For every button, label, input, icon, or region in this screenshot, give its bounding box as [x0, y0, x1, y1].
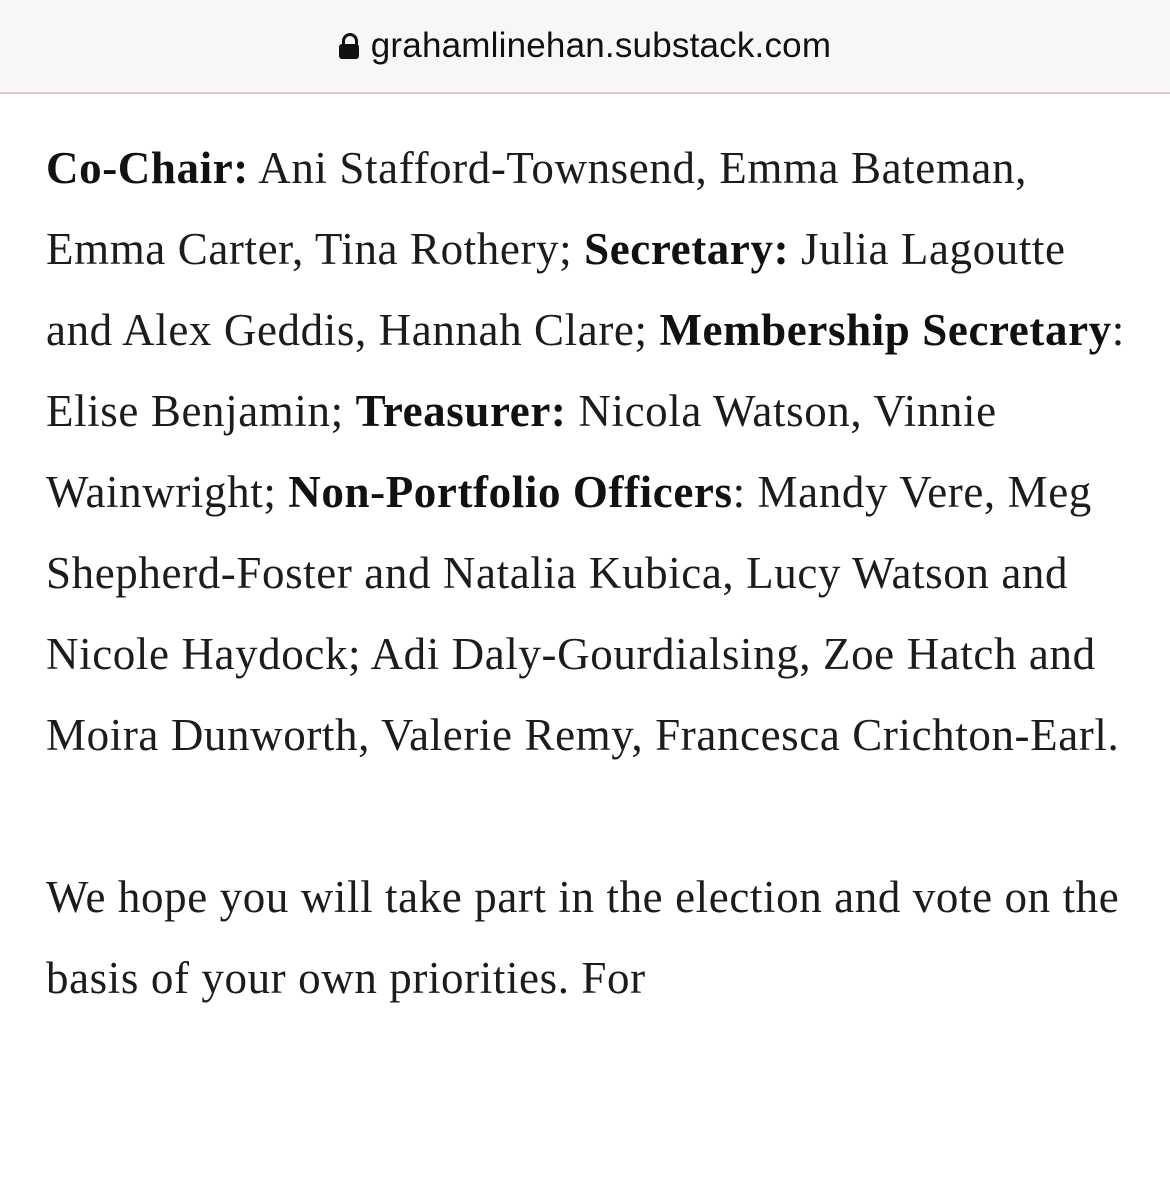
lock-icon — [339, 33, 359, 59]
officers-paragraph — [46, 128, 1136, 776]
names-secretary: Julia Lagoutte and Alex Geddis, Hannah Clare; — [46, 224, 1066, 355]
url-display[interactable] — [339, 26, 831, 66]
election-paragraph: We hope you will take part in the election and vote on the basis of your own priorities. For — [46, 872, 1120, 1003]
role-co-chair: Co-Chair: — [46, 143, 249, 193]
names-treasurer: Nicola Watson, Vinnie Wainwright; — [46, 386, 997, 517]
url-text: grahamlinehan.substack.com — [370, 26, 832, 65]
names-non-portfolio-officers: : Mandy Vere, Meg Shepherd-Foster and Natalia Kubica, Lucy Watson and Nicole Haydock; Adi Daly-Gourdialsing, Zoe Hatch and Moira Dunworth, Valerie Remy, Francesca Crichton-Earl. — [46, 467, 1120, 760]
role-non-portfolio-officers: Non-Portfolio Officers — [288, 467, 733, 517]
address-bar[interactable] — [0, 0, 1170, 94]
names-co-chair: Ani Stafford-Townsend, Emma Bateman, Emma Carter, Tina Rothery; — [46, 143, 1027, 274]
role-treasurer: Treasurer: — [355, 386, 567, 436]
role-secretary: Secretary: — [584, 224, 790, 274]
names-membership-secretary: : Elise Benjamin; — [46, 305, 1125, 436]
role-membership-secretary: Membership Secretary — [659, 305, 1112, 355]
article-body — [46, 128, 1136, 1019]
